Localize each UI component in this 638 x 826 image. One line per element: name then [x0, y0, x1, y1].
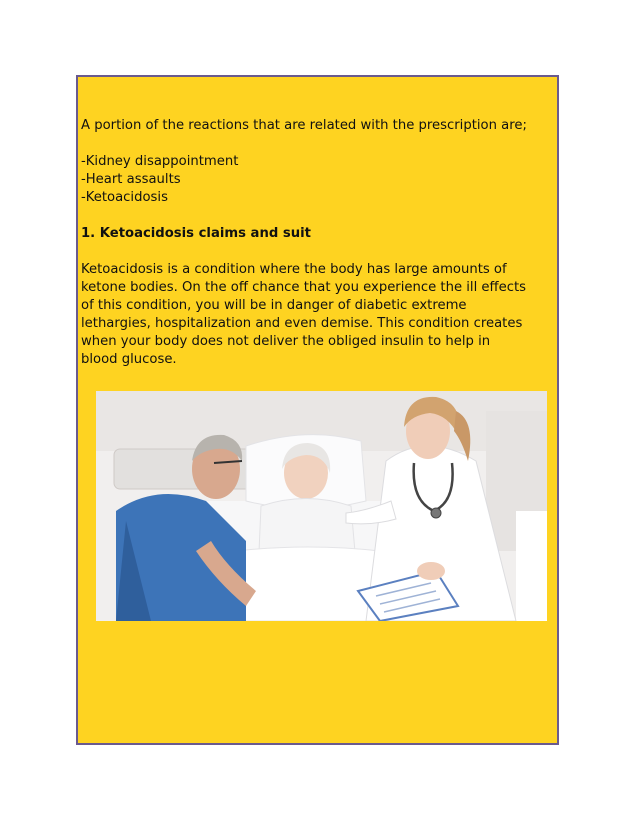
intro-text: A portion of the reactions that are related with the prescription are; — [81, 118, 527, 133]
paragraph-line: ketone bodies. On the off chance that you experience the ill effects — [81, 280, 527, 295]
document-content — [81, 117, 556, 369]
paragraph-line: when your body does not deliver the obliged insulin to help in — [81, 334, 491, 349]
hospital-photo-illustration — [96, 391, 547, 621]
hospital-photo — [96, 391, 547, 621]
list-item: -Heart assaults — [81, 172, 181, 187]
section-heading: 1. Ketoacidosis claims and suit — [81, 226, 311, 241]
paragraph-line: Ketoacidosis is a condition where the body has large amounts of — [81, 262, 507, 277]
document-page — [76, 75, 559, 745]
list-item: -Ketoacidosis — [81, 190, 168, 205]
paragraph-line: lethargies, hospitalization and even demise. This condition creates — [81, 316, 523, 331]
paragraph-line: of this condition, you will be in danger of diabetic extreme — [81, 298, 467, 313]
paragraph-line: blood glucose. — [81, 352, 177, 367]
list-item: -Kidney disappointment — [81, 154, 239, 169]
